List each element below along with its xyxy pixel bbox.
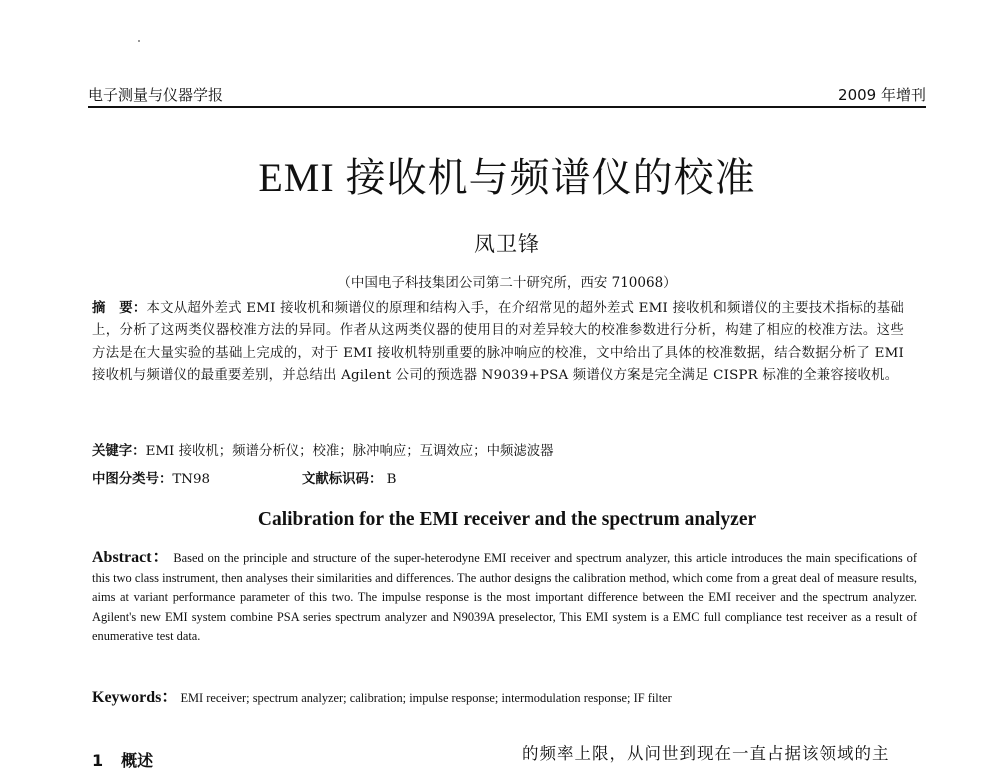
chinese-title: EMI 接收机与频谱仪的校准 — [258, 155, 756, 200]
doc-code-label: 文献标识码： — [302, 472, 383, 487]
chinese-abstract-text: 本文从超外差式 EMI 接收机和频谱仪的原理和结构入手，在介绍常见的超外差式 EMI 接收机和频谱仪的主要技术指标的基础上，分析了这两类仪器校准方法的异同。作者从这两类仪器的使用目的对差异较大的校准参数进行分析，构建了相应的校准方法。这些方法是在大量实验的基础上完成的，对于 EMI 接收机特别重要的脉冲响应的校准，文中给出了具体的校准数据，结合数据分析了 EMI 接收机与频谱仪的最重要差别，并总结出 Agilent 公司的预选器 N9039+PSA 频谱仪方案是完全满足 CISPR 标准的全兼容接收机。 — [92, 301, 904, 383]
running-header — [88, 82, 926, 108]
english-abstract-label: Abstract： — [92, 549, 170, 566]
chinese-keywords — [92, 440, 904, 459]
scan-speck — [138, 40, 140, 42]
english-abstract — [92, 548, 917, 647]
chinese-keywords-text: EMI 接收机；频谱分析仪；校准；脉冲响应；互调效应；中频滤波器 — [145, 444, 554, 459]
clc-label: 中图分类号： — [92, 472, 173, 487]
english-keywords-text: EMI receiver; spectrum analyzer; calibration; impulse response; intermodulation response; IF filter — [180, 691, 672, 705]
chinese-abstract — [92, 298, 904, 387]
classification-line — [92, 468, 904, 487]
right-column-text: 的频率上限，从问世到现在一直占据该领域的主 — [522, 744, 890, 763]
issue-label: 2009 年增刊 — [838, 86, 926, 104]
document-code — [302, 468, 396, 487]
clc-value: TN98 — [172, 472, 211, 487]
author-affiliation: （中国电子科技集团公司第二十研究所，西安 710068） — [337, 275, 677, 291]
english-keywords — [92, 684, 917, 707]
english-title: Calibration for the EMI receiver and the spectrum analyzer — [257, 509, 757, 530]
author-name: 凤卫锋 — [474, 232, 540, 256]
english-keywords-label: Keywords： — [92, 689, 178, 706]
english-abstract-text: Based on the principle and structure of the super-heterodyne EMI receiver and spectrum analyzer, this article introduces the main specifications of this two class instrument, then analyses their similarities and differences. The author designs the calibration method, which come from a great deal of measure results, aims at variant performance parameter of this two. The impulse response is the most important difference between the EMI receiver and the spectrum analyzer. Agilent's new EMI system combine PSA series spectrum analyzer and N9039A preselector, This EMI system is a EMC full compliance test receiver as a result of enumerative test data. — [92, 551, 917, 644]
chinese-keywords-label: 关键字： — [92, 444, 146, 459]
journal-name: 电子测量与仪器学报 — [88, 86, 224, 104]
doc-code-value: B — [386, 472, 397, 487]
section-title: 概述 — [121, 751, 154, 770]
chinese-abstract-label: 摘 要： — [92, 301, 147, 316]
section-number: 1 — [92, 751, 104, 770]
